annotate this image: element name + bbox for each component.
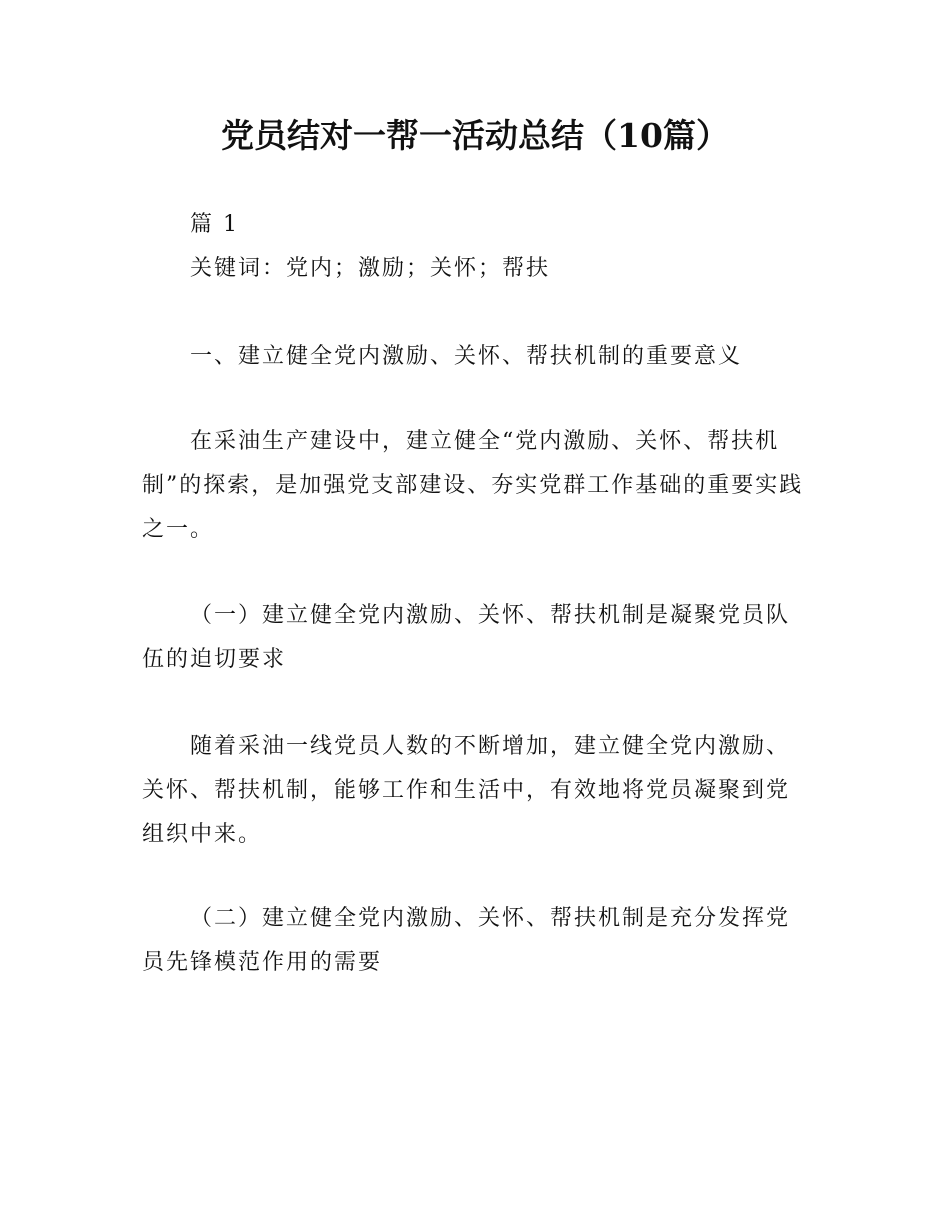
paragraph-1: 在采油生产建设中，建立健全“党内激励、关怀、帮扶机制”的探索，是加强党支部建设、夯实党群工作基础的重要实践之一。	[142, 429, 804, 542]
keywords-line: 关键词：党内；激励；关怀；帮扶	[190, 256, 551, 281]
subheading-2: （二）建立健全党内激励、关怀、帮扶机制是充分发挥党员先锋模范作用的需要	[142, 906, 791, 975]
subheading-1: （一）建立健全党内激励、关怀、帮扶机制是凝聚党员队伍的迫切要求	[142, 603, 791, 672]
section-heading-1: 一、建立健全党内激励、关怀、帮扶机制的重要意义	[190, 344, 743, 369]
paragraph-2: 随着采油一线党员人数的不断增加，建立健全党内激励、关怀、帮扶机制，能够工作和生活中，有效地将党员凝聚到党组织中来。	[142, 734, 791, 847]
part-label: 篇 1	[190, 212, 239, 237]
document-title: 党员结对一帮一活动总结（10篇）	[221, 116, 729, 155]
